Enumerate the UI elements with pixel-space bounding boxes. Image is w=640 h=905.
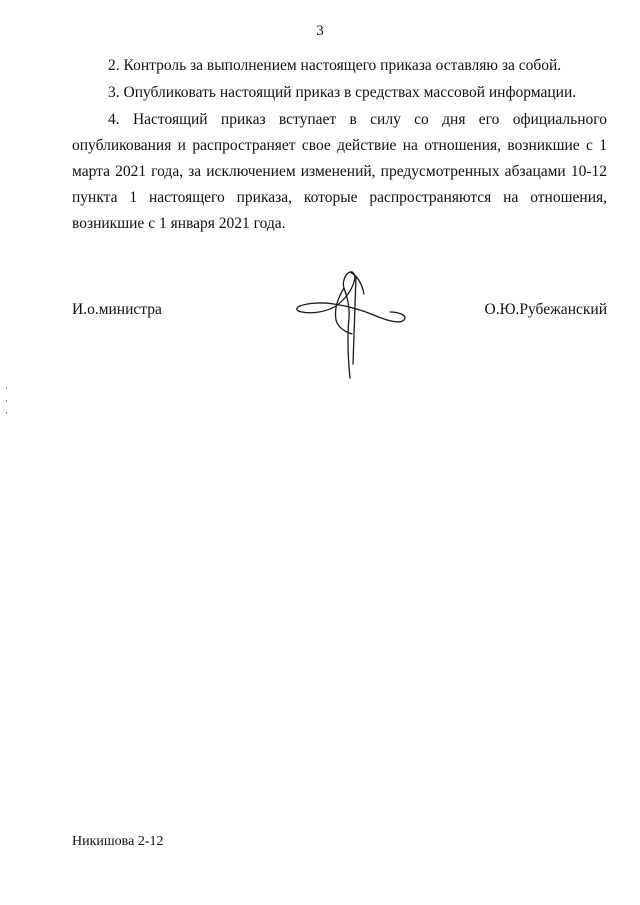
signatory-name: О.Ю.Рубежанский	[484, 301, 607, 318]
paragraph-4: 4. Настоящий приказ вступает в силу со дня его официального опубликования и распространяет свое действие на отношения, возникшие с 1 марта 2021 года, за исключением изменений, предусмотренных абзацами 10-12 пункта 1 настоящего приказа, которые распространяются на отношения, возникшие с 1 января 2021 года.	[72, 111, 607, 232]
signatory-role: И.о.министра	[72, 301, 162, 318]
handwritten-signature	[292, 268, 410, 382]
paragraph-3: 3. Опубликовать настоящий приказ в средствах массовой информации.	[108, 84, 577, 101]
margin-mark	[6, 412, 7, 414]
margin-mark	[6, 400, 7, 402]
paragraph-2: 2. Контроль за выполнением настоящего приказа оставляю за собой.	[108, 57, 562, 74]
executor-footer: Никишова 2-12	[72, 834, 164, 849]
page-number: 3	[316, 23, 324, 39]
margin-mark	[6, 387, 7, 389]
